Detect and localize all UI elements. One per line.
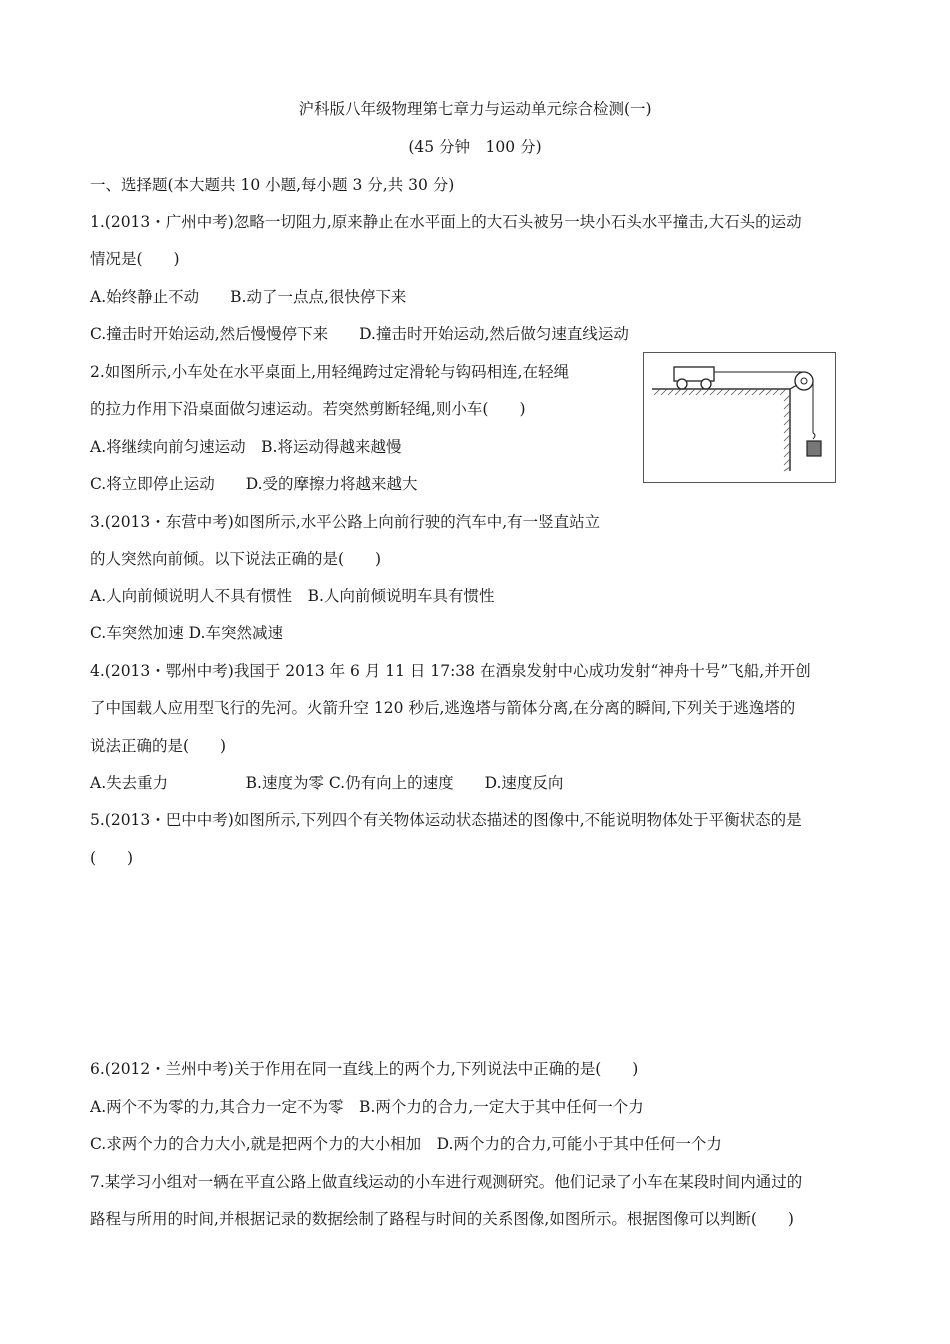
q7-stem-line2: 路程与所用的时间,并根据记录的数据绘制了路程与时间的关系图像,如图所示。根据图像可以判断( ) <box>90 1210 794 1228</box>
q2-stem-line1: 2.如图所示,小车处在水平桌面上,用轻绳跨过定滑轮与钩码相连,在轻绳 <box>90 363 570 381</box>
q4-stem-line3: 说法正确的是( ) <box>90 737 227 755</box>
q1-stem-line1: 1.(2013・广州中考)忽略一切阻力,原来静止在水平面上的大石头被另一块小石头水平撞击,大石头的运动 <box>90 213 802 231</box>
q2-options-cd: C.将立即停止运动 D.受的摩擦力将越来越大 <box>90 475 418 493</box>
q6-options-cd: C.求两个力的合力大小,就是把两个力的大小相加 D.两个力的合力,可能小于其中任何一个力 <box>90 1135 722 1153</box>
q1-stem-line2: 情况是( ) <box>90 250 180 268</box>
q2-options-ab: A.将继续向前匀速运动 B.将运动得越来越慢 <box>90 438 402 456</box>
q4-stem-line1: 4.(2013・鄂州中考)我国于 2013 年 6 月 11 日 17:38 在酒泉发射中心成功发射“神舟十号”飞船,并开创 <box>90 662 811 680</box>
page-title: 沪科版八年级物理第七章力与运动单元综合检测(一) <box>298 100 652 118</box>
q4-options: A.失去重力 B.速度为零 C.仍有向上的速度 D.速度反向 <box>90 774 564 792</box>
q6-options-ab: A.两个不为零的力,其合力一定不为零 B.两个力的合力,一定大于其中任何一个力 <box>90 1098 644 1116</box>
section-heading: 一、选择题(本大题共 10 小题,每小题 3 分,共 30 分) <box>90 176 455 194</box>
page-subtitle: (45 分钟 100 分) <box>408 138 542 156</box>
q3-stem-line2: 的人突然向前倾。以下说法正确的是( ) <box>90 550 382 568</box>
q5-stem-line1: 5.(2013・巴中中考)如图所示,下列四个有关物体运动状态描述的图像中,不能说明物体处于平衡状态的是 <box>90 811 802 829</box>
q1-options-ab: A.始终静止不动 B.动了一点点,很快停下来 <box>90 288 407 306</box>
q3-stem-line1: 3.(2013・东营中考)如图所示,水平公路上向前行驶的汽车中,有一竖直站立 <box>90 513 601 531</box>
cart-pulley-figure <box>643 352 836 483</box>
q3-options-cd: C.车突然加速 D.车突然减速 <box>90 624 283 642</box>
q7-stem-line1: 7.某学习小组对一辆在平直公路上做直线运动的小车进行观测研究。他们记录了小车在某段时间内通过的 <box>90 1173 803 1191</box>
q6-stem-line1: 6.(2012・兰州中考)关于作用在同一直线上的两个力,下列说法中正确的是( ) <box>90 1060 639 1078</box>
q1-options-cd: C.撞击时开始运动,然后慢慢停下来 D.撞击时开始运动,然后做匀速直线运动 <box>90 325 629 343</box>
q5-stem-line2: ( ) <box>90 849 134 867</box>
cart-pulley-diagram <box>644 353 835 482</box>
q4-stem-line2: 了中国载人应用型飞行的先河。火箭升空 120 秒后,逃逸塔与箭体分离,在分离的瞬间,下列关于逃逸塔的 <box>90 699 796 717</box>
q3-options-ab: A.人向前倾说明人不具有惯性 B.人向前倾说明车具有惯性 <box>90 587 495 605</box>
q2-stem-line2: 的拉力作用下沿桌面做匀速运动。若突然剪断轻绳,则小车( ) <box>90 400 526 418</box>
